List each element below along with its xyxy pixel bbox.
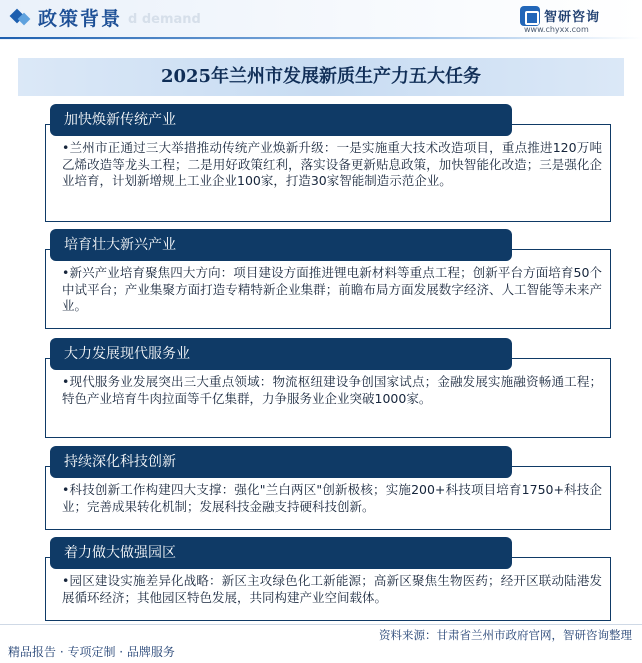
brand-logo bbox=[520, 4, 630, 36]
source-note: 资料来源：甘肃省兰州市政府官网，智研咨询整理 bbox=[379, 628, 632, 642]
task-section-3 bbox=[45, 338, 611, 438]
task-section-text: •兰州市正通过三大举措推动传统产业焕新升级：一是实施重大技术改造项目，重点推进120万吨乙烯改造等龙头工程；二是用好政策红利，落实设备更新贴息政策，加快智能化改造；三是强化企业培育，计划新增规上工业企业100家，打造30家智能制造示范企业。 bbox=[62, 140, 602, 188]
header-diamond-icon bbox=[10, 9, 32, 27]
brand-url: www.chyxx.com bbox=[524, 25, 589, 34]
task-section-label: 大力发展现代服务业 bbox=[50, 338, 512, 370]
task-section-text: •现代服务业发展突出三大重点领域：物流枢纽建设争创国家试点；金融发展实施融资畅通工程；特色产业培育牛肉拉面等千亿集群，力争服务业企业突破1000家。 bbox=[62, 374, 602, 406]
task-section-label: 着力做大做强园区 bbox=[50, 537, 512, 569]
task-section-body bbox=[45, 249, 611, 329]
header-title: 政策背景 bbox=[38, 8, 123, 30]
task-section-5 bbox=[45, 537, 611, 621]
task-section-4 bbox=[45, 446, 611, 530]
task-section-text: •科技创新工作构建四大支撑：强化"兰白两区"创新极核；实施200+科技项目培育1750+科技企业；完善成果转化机制；发展科技金融支持硬科技创新。 bbox=[62, 482, 602, 514]
task-section-body bbox=[45, 358, 611, 438]
task-section-text: •新兴产业培育聚焦四大方向：项目建设方面推进锂电新材料等重点工程；创新平台方面培育50个中试平台；产业集聚方面打造专精特新企业集群；前瞻布局方面发展数字经济、人工智能等未来产业。 bbox=[62, 265, 602, 313]
task-section-text: •园区建设实施差异化战略：新区主攻绿色化工新能源；高新区聚焦生物医药；经开区联动陆港发展循环经济；其他园区特色发展，共同构建产业空间载体。 bbox=[62, 573, 602, 605]
header-bar bbox=[0, 0, 642, 40]
task-section-label: 培育壮大新兴产业 bbox=[50, 229, 512, 261]
brand-name: 智研咨询 bbox=[544, 10, 601, 25]
task-section-body bbox=[45, 124, 611, 222]
task-section-label: 加快焕新传统产业 bbox=[50, 104, 512, 136]
header-watermark: d demand bbox=[128, 12, 201, 27]
footer-tagline: 精品报告 · 专项定制 · 品牌服务 bbox=[8, 645, 175, 659]
task-section-1 bbox=[45, 104, 611, 222]
page-title: 2025年兰州市发展新质生产力五大任务 bbox=[160, 66, 482, 87]
footer-divider bbox=[0, 624, 642, 625]
header-underline bbox=[0, 37, 642, 39]
task-section-2 bbox=[45, 229, 611, 329]
task-section-label: 持续深化科技创新 bbox=[50, 446, 512, 478]
page-title-bar bbox=[18, 58, 624, 96]
brand-logo-icon bbox=[520, 6, 540, 26]
